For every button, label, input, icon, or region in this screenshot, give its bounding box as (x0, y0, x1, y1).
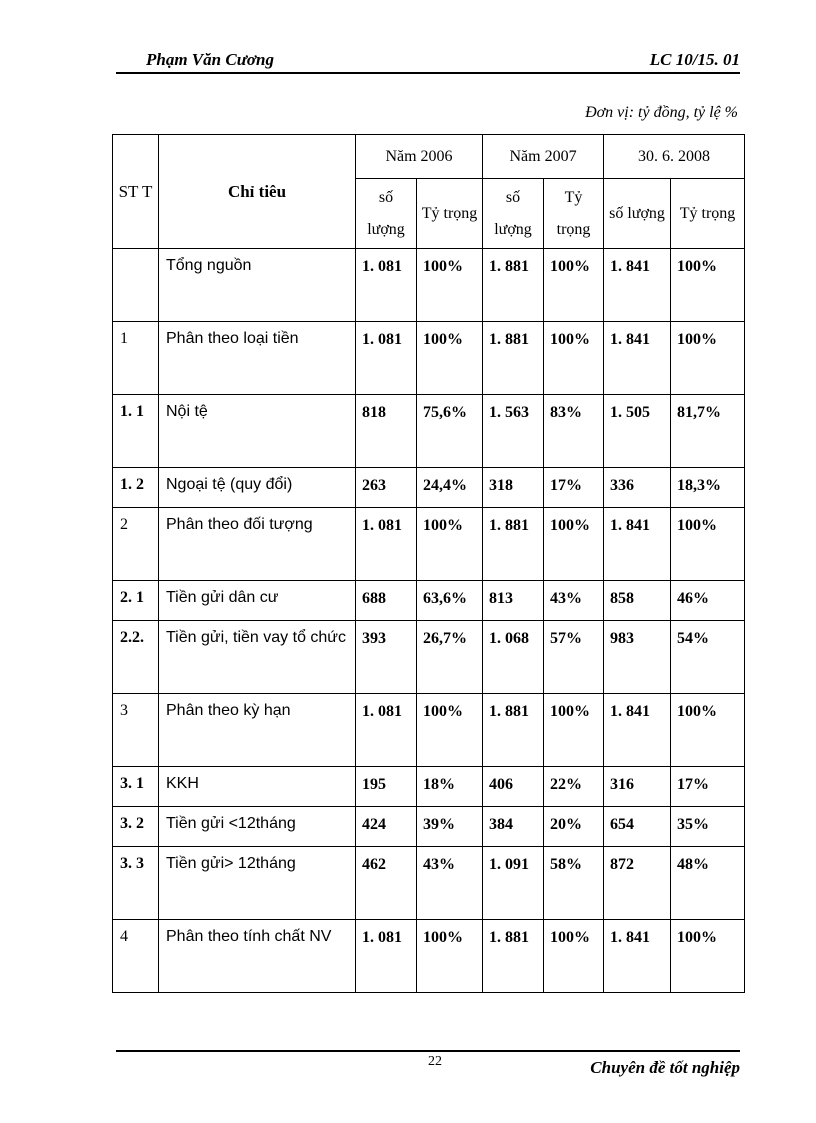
table-row (113, 694, 745, 767)
indicator-header: Chỉ tiêu (159, 135, 356, 249)
share-cell: 100% (671, 920, 745, 993)
share-cell: 20% (544, 807, 604, 847)
row-stt: 2 (113, 508, 159, 581)
share-cell: 63,6% (417, 581, 483, 621)
share-cell: 75,6% (417, 395, 483, 468)
share-cell: 100% (544, 249, 604, 322)
stt-header: ST T (113, 135, 159, 249)
page-number: 22 (428, 1054, 442, 1069)
share-cell: 18,3% (671, 468, 745, 508)
quantity-cell: 336 (604, 468, 671, 508)
group-header: 30. 6. 2008 (604, 135, 745, 179)
share-cell: 57% (544, 621, 604, 694)
share-cell: 100% (544, 920, 604, 993)
row-indicator: Tiền gửi> 12tháng (159, 847, 356, 920)
table-row (113, 807, 745, 847)
table-row (113, 767, 745, 807)
quantity-cell: 688 (356, 581, 417, 621)
share-cell: 24,4% (417, 468, 483, 508)
quantity-cell: 818 (356, 395, 417, 468)
quantity-cell: 983 (604, 621, 671, 694)
row-indicator: Ngoại tệ (quy đổi) (159, 468, 356, 508)
share-cell: 46% (671, 581, 745, 621)
share-cell: 54% (671, 621, 745, 694)
share-cell: 100% (417, 249, 483, 322)
share-cell: 17% (544, 468, 604, 508)
quantity-cell: 1. 081 (356, 249, 417, 322)
share-cell: 17% (671, 767, 745, 807)
quantity-cell: 1. 881 (483, 508, 544, 581)
table-row (113, 581, 745, 621)
document-code: LC 10/15. 01 (649, 50, 740, 69)
quantity-cell: 318 (483, 468, 544, 508)
page-header (116, 48, 740, 74)
share-cell: 48% (671, 847, 745, 920)
share-cell: 100% (671, 508, 745, 581)
share-cell: 58% (544, 847, 604, 920)
capital-structure-table (112, 134, 745, 993)
row-indicator: Nội tệ (159, 395, 356, 468)
page-footer (116, 1050, 740, 1077)
table-row (113, 508, 745, 581)
table-row (113, 322, 745, 395)
quantity-cell: 462 (356, 847, 417, 920)
quantity-cell: 1. 081 (356, 920, 417, 993)
quantity-cell: 263 (356, 468, 417, 508)
quantity-cell: 384 (483, 807, 544, 847)
row-stt: 3. 3 (113, 847, 159, 920)
row-stt: 1. 1 (113, 395, 159, 468)
share-cell: 18% (417, 767, 483, 807)
row-stt: 3. 2 (113, 807, 159, 847)
table-row (113, 395, 745, 468)
table-row (113, 468, 745, 508)
share-subheader: Tỷ trọng (544, 179, 604, 249)
share-cell: 22% (544, 767, 604, 807)
share-cell: 100% (544, 508, 604, 581)
quantity-cell: 654 (604, 807, 671, 847)
share-cell: 100% (671, 694, 745, 767)
row-indicator: Tổng nguồn (159, 249, 356, 322)
row-stt (113, 249, 159, 322)
share-cell: 100% (671, 322, 745, 395)
quantity-cell: 813 (483, 581, 544, 621)
quantity-cell: 1. 091 (483, 847, 544, 920)
row-stt: 3. 1 (113, 767, 159, 807)
quantity-subheader: số lượng (604, 179, 671, 249)
table-row (113, 621, 745, 694)
share-cell: 35% (671, 807, 745, 847)
share-cell: 100% (671, 249, 745, 322)
quantity-cell: 1. 081 (356, 322, 417, 395)
share-cell: 100% (544, 322, 604, 395)
share-cell: 39% (417, 807, 483, 847)
share-cell: 43% (544, 581, 604, 621)
quantity-cell: 1. 881 (483, 920, 544, 993)
share-subheader: Tỷ trọng (417, 179, 483, 249)
quantity-cell: 1. 563 (483, 395, 544, 468)
row-stt: 2. 1 (113, 581, 159, 621)
row-indicator: Phân theo tính chất NV (159, 920, 356, 993)
row-stt: 4 (113, 920, 159, 993)
row-stt: 1 (113, 322, 159, 395)
table-row (113, 249, 745, 322)
share-cell: 100% (544, 694, 604, 767)
row-stt: 1. 2 (113, 468, 159, 508)
row-indicator: Tiền gửi dân cư (159, 581, 356, 621)
share-cell: 43% (417, 847, 483, 920)
quantity-cell: 1. 841 (604, 322, 671, 395)
quantity-cell: 1. 505 (604, 395, 671, 468)
author-name: Phạm Văn Cương (146, 50, 274, 69)
quantity-cell: 406 (483, 767, 544, 807)
quantity-cell: 1. 881 (483, 249, 544, 322)
unit-note: Đơn vị: tỷ đồng, tỷ lệ % (585, 104, 738, 121)
row-indicator: KKH (159, 767, 356, 807)
table-row (113, 847, 745, 920)
share-cell: 26,7% (417, 621, 483, 694)
quantity-cell: 872 (604, 847, 671, 920)
quantity-cell: 195 (356, 767, 417, 807)
share-cell: 100% (417, 508, 483, 581)
row-indicator: Phân theo loại tiền (159, 322, 356, 395)
share-cell: 100% (417, 694, 483, 767)
row-indicator: Phân theo đối tượng (159, 508, 356, 581)
footer-title: Chuyên đề tốt nghiệp (590, 1058, 740, 1077)
quantity-cell: 1. 841 (604, 920, 671, 993)
quantity-cell: 1. 081 (356, 694, 417, 767)
quantity-cell: 1. 881 (483, 694, 544, 767)
quantity-cell: 1. 081 (356, 508, 417, 581)
share-cell: 81,7% (671, 395, 745, 468)
share-subheader: Tỷ trọng (671, 179, 745, 249)
quantity-cell: 1. 841 (604, 508, 671, 581)
quantity-cell: 1. 068 (483, 621, 544, 694)
row-indicator: Phân theo kỳ hạn (159, 694, 356, 767)
row-indicator: Tiền gửi <12tháng (159, 807, 356, 847)
table-row (113, 920, 745, 993)
quantity-cell: 316 (604, 767, 671, 807)
row-indicator: Tiền gửi, tiền vay tổ chức (159, 621, 356, 694)
quantity-subheader: số lượng (356, 179, 417, 249)
row-stt: 2.2. (113, 621, 159, 694)
share-cell: 100% (417, 920, 483, 993)
quantity-cell: 1. 881 (483, 322, 544, 395)
row-stt: 3 (113, 694, 159, 767)
quantity-cell: 1. 841 (604, 694, 671, 767)
quantity-cell: 858 (604, 581, 671, 621)
quantity-cell: 424 (356, 807, 417, 847)
share-cell: 100% (417, 322, 483, 395)
quantity-cell: 393 (356, 621, 417, 694)
share-cell: 83% (544, 395, 604, 468)
group-header: Năm 2006 (356, 135, 483, 179)
quantity-subheader: số lượng (483, 179, 544, 249)
group-header: Năm 2007 (483, 135, 604, 179)
quantity-cell: 1. 841 (604, 249, 671, 322)
